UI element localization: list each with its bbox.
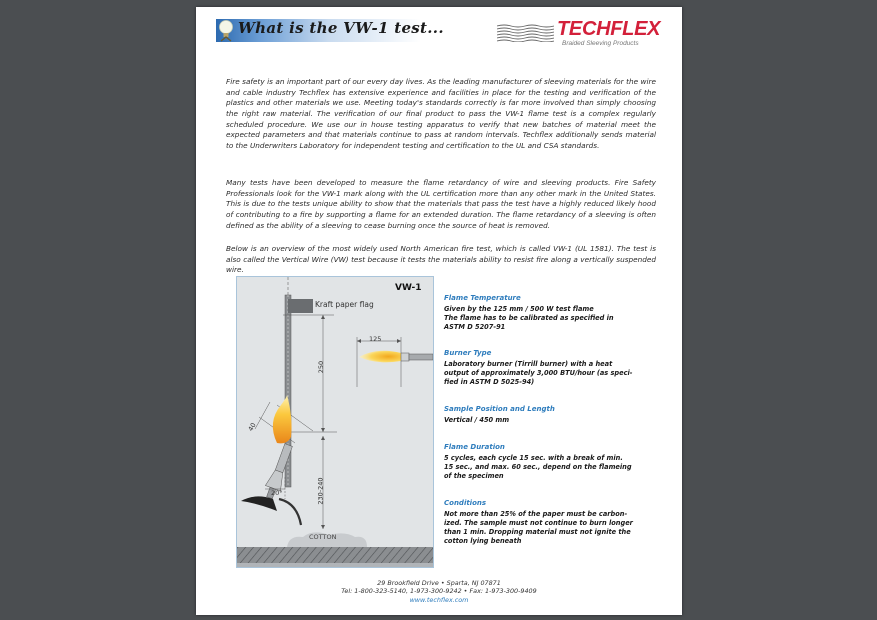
spec-line: Laboratory burner (Tirrill burner) with a heat [444,360,613,368]
brand-logo: TECHFLEX [557,18,661,40]
spec-conditions [444,498,639,546]
kraft-paper-flag [288,299,313,313]
spec-line: 5 cycles, each cycle 15 sec. with a break of min. [444,454,623,462]
flame-contact-label: 40 [246,421,258,433]
page-title: What is the VW-1 test... [238,19,444,37]
document-page [196,7,682,615]
spec-body [444,360,639,387]
spec-body [444,305,639,332]
burner-base [241,496,277,511]
diagram-title: VW-1 [395,283,422,293]
horizontal-burner-tube [401,353,409,361]
spec-title: Burner Type [444,349,492,357]
gas-hose [279,499,301,525]
spec-body [444,510,639,546]
spec-line: ASTM D 5207-91 [444,323,506,331]
spec-body [444,454,639,481]
footer-address: 29 Brookfield Drive • Sparta, NJ 07871 [377,579,501,587]
spec-line: cotton lying beneath [444,537,522,545]
spec-line: Given by the 125 mm / 500 W test flame [444,305,594,313]
kraft-flag-label: Kraft paper flag [315,300,374,309]
spec-line: than 1 min. Dropping material must not ignite the [444,528,631,536]
flag-distance-label: 250 [317,360,326,374]
spec-line: The flame has to be calibrated as specified in [444,314,614,322]
spec-title: Flame Duration [444,443,505,451]
horizontal-flame [359,351,401,363]
burner-angle-label: 20° [271,489,283,497]
spec-line: 15 sec., and max. 60 sec., depend on the flameing [444,463,632,471]
intro-paragraph: Fire safety is an important part of our every day lives. As the leading manufacturer of sleeving materials for the wire and cable industry Techflex has extensive experience and facilities in place for the testing and verification of the plastics and other materials we use. Meeting today's standards correctly is far more involved than simply choosing the right raw material. The verification of our final product to pass the VW-1 flame test is a complex regularly scheduled procedure. We use our in house testing apparatus to verify that new batches of material meet the expected parameters and that materials continue to pass at random intervals. Techflex additionally sends material to the Underwriters Laboratory for independent testing and certification to the UL and CSA standards. [226,77,656,150]
cotton-label: COTTON [309,533,337,541]
vw1-test-diagram [236,276,434,568]
spec-title: Sample Position and Length [444,405,555,413]
spec-line: Vertical / 450 mm [444,416,510,424]
spec-sample-position [444,404,639,425]
spec-line: Not more than 25% of the paper must be carbon- [444,510,628,518]
lightbulb-icon [218,17,234,47]
spec-line: output of approximately 3,000 BTU/hour (as speci- [444,369,633,377]
spec-flame-temperature [444,293,639,332]
braided-sleeve-logo-icon [497,24,554,42]
spec-burner-type [444,348,639,387]
footer-phones: Tel: 1-800-323-5140, 1-973-300-9242 • Fax: 1-973-300-9409 [341,587,537,596]
tests-paragraph: Many tests have been developed to measure the flame retardancy of wire and sleeving products. Fire Safety Professionals look for the VW-1 mark along with the UL certification more than any other mark in the United States. This is due to the tests unique ability to show that the materials that pass the test have a highly reduced likely hood of contributing to a fire by supporting a flame for an extended duration. The flame retardancy of a sleeving is often defined as the ability of a sleeving to cease burning once the source of heat is removed. [226,178,656,230]
brand-tagline: Braided Sleeving Products [562,40,639,47]
burner-flame [273,395,292,443]
overview-paragraph: Below is an overview of the most widely used North American fire test, which is called VW-1 (UL 1581). The test is also called the Vertical Wire (VW) test because it tests the materials ability to resist fire along a vertically suspended wire. [226,244,656,275]
spec-line: fied in ASTM D 5025-94) [444,378,535,386]
website-link[interactable]: www.techflex.com [409,595,469,604]
spec-title: Conditions [444,499,487,507]
footer [196,579,682,604]
flame-length-label: 125 [369,335,382,343]
spec-body [444,416,639,425]
cotton-distance-label: 230-240 [316,477,325,505]
spec-title: Flame Temperature [444,294,521,302]
spec-line: ized. The sample must not continue to burn longer [444,519,633,527]
spec-line: of the specimen [444,472,504,480]
spec-flame-duration [444,442,639,481]
floor [237,547,433,563]
